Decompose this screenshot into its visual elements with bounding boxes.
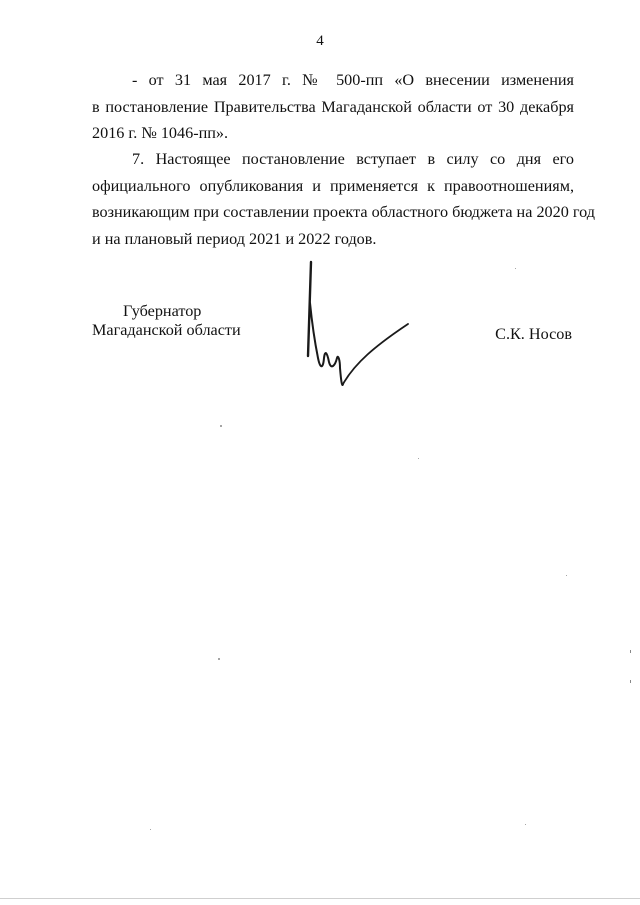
scan-speck: [630, 650, 631, 653]
signatory-name: С.К. Носов: [495, 325, 572, 343]
scan-edge-line: [0, 898, 640, 899]
scan-speck: [218, 658, 220, 660]
signatory-title: [92, 302, 241, 340]
signatory-title-line: Магаданской области: [92, 321, 241, 339]
paragraph-line: - от 31 мая 2017 г. № 500-пп «О внесении изменения: [132, 71, 574, 89]
paragraph-line: 7. Настоящее постановление вступает в силу со дня его: [132, 150, 574, 168]
scan-speck: [150, 829, 151, 830]
paragraph-amendment-reference: [92, 67, 574, 147]
paragraph-line: официального опубликования и применяется к правоотношениям,: [92, 176, 574, 195]
scan-speck: [525, 824, 526, 825]
signatory-title-line: Губернатор: [123, 302, 202, 320]
paragraph-effective-date: [92, 146, 595, 252]
page-number: 4: [316, 33, 324, 49]
scan-speck: [630, 680, 631, 683]
paragraph-line: возникающим при составлении проекта областного бюджета на 2020 год: [92, 203, 595, 221]
paragraph-line: и на плановый период 2021 и 2022 годов.: [92, 229, 377, 248]
paragraph-line: 2016 г. № 1046-пп».: [92, 124, 229, 142]
scan-speck: [418, 458, 419, 459]
paragraph-line: в постановление Правительства Магаданской области от 30 декабря: [92, 97, 574, 116]
scan-speck: [566, 575, 567, 576]
handwritten-signature: [290, 258, 420, 393]
scan-speck: [515, 268, 516, 269]
scan-speck: [220, 425, 222, 427]
